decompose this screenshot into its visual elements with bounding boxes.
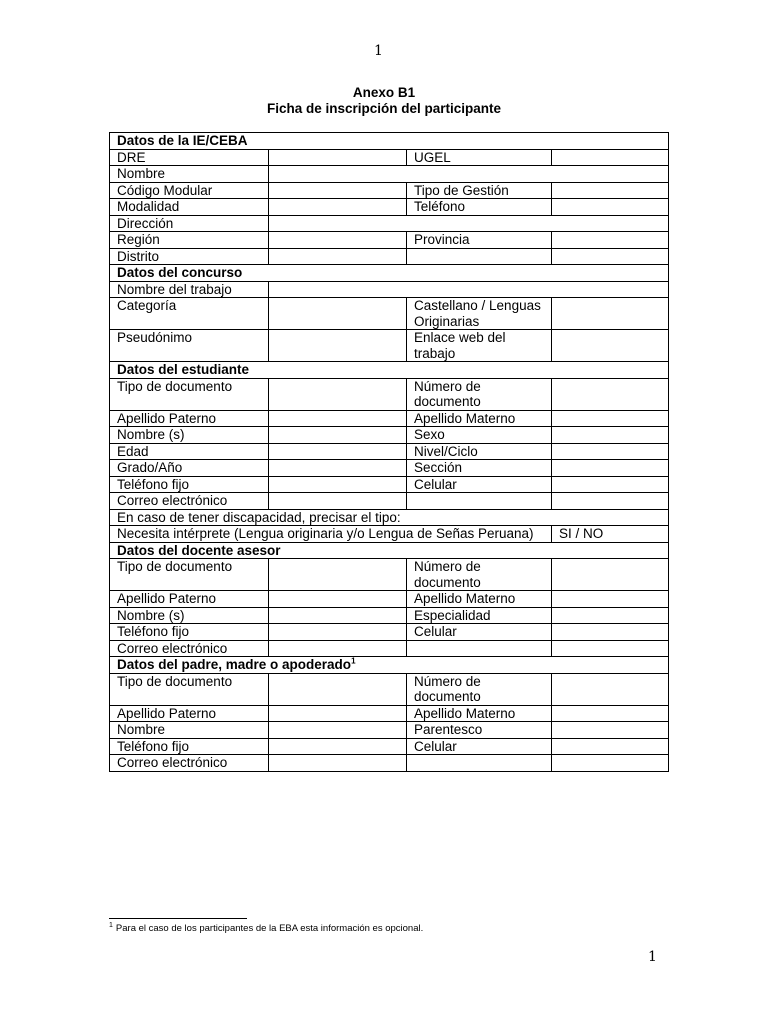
- form-row: [110, 705, 669, 722]
- label-modalidad: Modalidad: [110, 199, 269, 216]
- field-apellido-materno[interactable]: [552, 705, 669, 722]
- label-sexo: Sexo: [407, 427, 552, 444]
- section-heading-ie: Datos de la IE/CEBA: [110, 133, 669, 150]
- form-row: [110, 673, 669, 705]
- section-heading-padre: [110, 657, 669, 674]
- label-correo: Correo electrónico: [110, 493, 269, 510]
- field-tipo-gestion[interactable]: [552, 182, 669, 199]
- section-row: [110, 542, 669, 559]
- label-apellido-paterno: Apellido Paterno: [110, 705, 269, 722]
- label-seccion: Sección: [407, 460, 552, 477]
- field-enlace-web[interactable]: [552, 330, 669, 362]
- empty-cell: [407, 248, 552, 265]
- form-row: [110, 607, 669, 624]
- form-row: [110, 427, 669, 444]
- field-nivel-ciclo[interactable]: [552, 443, 669, 460]
- label-apellido-paterno: Apellido Paterno: [110, 410, 269, 427]
- field-seccion[interactable]: [552, 460, 669, 477]
- form-row: [110, 476, 669, 493]
- label-distrito: Distrito: [110, 248, 269, 265]
- field-apellido-paterno[interactable]: [269, 591, 407, 608]
- label-especialidad: Especialidad: [407, 607, 552, 624]
- footnote-separator: [109, 918, 247, 919]
- form-row: [110, 232, 669, 249]
- field-telefono-fijo[interactable]: [269, 476, 407, 493]
- form-row: [110, 624, 669, 641]
- label-codigo-modular: Código Modular: [110, 182, 269, 199]
- form-row: [110, 755, 669, 772]
- label-celular: Celular: [407, 738, 552, 755]
- field-telefono-fijo[interactable]: [269, 738, 407, 755]
- field-pseudonimo[interactable]: [269, 330, 407, 362]
- label-nombre-trabajo: Nombre del trabajo: [110, 281, 269, 298]
- field-celular[interactable]: [552, 476, 669, 493]
- label-tipo-gestion: Tipo de Gestión: [407, 182, 552, 199]
- field-ugel[interactable]: [552, 149, 669, 166]
- label-region: Región: [110, 232, 269, 249]
- form-row: [110, 410, 669, 427]
- field-apellido-materno[interactable]: [552, 591, 669, 608]
- empty-cell: [407, 493, 552, 510]
- label-nombres: Nombre (s): [110, 427, 269, 444]
- label-celular: Celular: [407, 624, 552, 641]
- label-ugel: UGEL: [407, 149, 552, 166]
- field-direccion[interactable]: [269, 215, 669, 232]
- label-numero-documento: Número de documento: [407, 378, 552, 410]
- label-interprete: Necesita intérprete (Lengua originaria y/o Lengua de Señas Peruana): [110, 526, 552, 543]
- form-row: [110, 182, 669, 199]
- label-apellido-paterno: Apellido Paterno: [110, 591, 269, 608]
- field-numero-documento[interactable]: [552, 378, 669, 410]
- registration-form-table: [109, 132, 669, 772]
- section-heading-text: Datos del padre, madre o apoderado: [117, 657, 352, 672]
- label-telefono-fijo: Teléfono fijo: [110, 738, 269, 755]
- label-grado: Grado/Año: [110, 460, 269, 477]
- section-row: [110, 362, 669, 379]
- form-row: [110, 378, 669, 410]
- field-celular[interactable]: [552, 624, 669, 641]
- empty-cell: [552, 493, 669, 510]
- label-apellido-materno: Apellido Materno: [407, 410, 552, 427]
- field-parentesco[interactable]: [552, 722, 669, 739]
- form-row: [110, 509, 669, 526]
- empty-cell: [552, 248, 669, 265]
- label-telefono-fijo: Teléfono fijo: [110, 624, 269, 641]
- page-number-top: 1: [374, 43, 383, 59]
- document-subtitle: Ficha de inscripción del participante: [266, 101, 502, 116]
- form-row: [110, 526, 669, 543]
- form-row: [110, 460, 669, 477]
- field-nombre[interactable]: [269, 722, 407, 739]
- label-numero-documento: Número de documento: [407, 673, 552, 705]
- form-row: [110, 493, 669, 510]
- field-modalidad[interactable]: [269, 199, 407, 216]
- field-grado[interactable]: [269, 460, 407, 477]
- label-telefono-ie: Teléfono: [407, 199, 552, 216]
- field-region[interactable]: [269, 232, 407, 249]
- field-especialidad[interactable]: [552, 607, 669, 624]
- option-si-no[interactable]: SI / NO: [552, 526, 669, 543]
- empty-cell: [407, 640, 552, 657]
- page-number-bottom: 1: [648, 949, 657, 965]
- label-celular: Celular: [407, 476, 552, 493]
- field-apellido-paterno[interactable]: [269, 410, 407, 427]
- label-categoria: Categoría: [110, 298, 269, 330]
- label-dre: DRE: [110, 149, 269, 166]
- section-heading-concurso: Datos del concurso: [110, 265, 669, 282]
- empty-cell: [552, 755, 669, 772]
- field-numero-documento[interactable]: [552, 559, 669, 591]
- field-correo[interactable]: [269, 493, 407, 510]
- field-tipo-documento[interactable]: [269, 673, 407, 705]
- field-nombre-trabajo[interactable]: [269, 281, 669, 298]
- field-apellido-materno[interactable]: [552, 410, 669, 427]
- label-tipo-documento: Tipo de documento: [110, 559, 269, 591]
- footnote-reference: 1: [351, 656, 356, 666]
- field-nombres[interactable]: [269, 427, 407, 444]
- label-telefono-fijo: Teléfono fijo: [110, 476, 269, 493]
- section-row: [110, 133, 669, 150]
- form-row: [110, 298, 669, 330]
- field-tipo-documento[interactable]: [269, 559, 407, 591]
- section-heading-estudiante: Datos del estudiante: [110, 362, 669, 379]
- form-row: [110, 248, 669, 265]
- form-row: [110, 722, 669, 739]
- field-telefono-ie[interactable]: [552, 199, 669, 216]
- field-correo[interactable]: [269, 640, 407, 657]
- field-apellido-paterno[interactable]: [269, 705, 407, 722]
- field-dre[interactable]: [269, 149, 407, 166]
- label-nombres: Nombre (s): [110, 607, 269, 624]
- field-telefono-fijo[interactable]: [269, 624, 407, 641]
- form-row: [110, 281, 669, 298]
- label-direccion: Dirección: [110, 215, 269, 232]
- field-correo[interactable]: [269, 755, 407, 772]
- field-nombres[interactable]: [269, 607, 407, 624]
- empty-cell: [552, 640, 669, 657]
- section-heading-docente: Datos del docente asesor: [110, 542, 669, 559]
- field-numero-documento[interactable]: [552, 673, 669, 705]
- document-title: Anexo B1: [352, 85, 416, 100]
- label-parentesco: Parentesco: [407, 722, 552, 739]
- label-edad: Edad: [110, 443, 269, 460]
- footnote-mark: 1: [109, 921, 113, 929]
- form-row: [110, 738, 669, 755]
- label-nombre-ie: Nombre: [110, 166, 269, 183]
- label-tipo-documento: Tipo de documento: [110, 673, 269, 705]
- footnote-text: Para el caso de los participantes de la EBA esta información es opcional.: [115, 923, 424, 934]
- form-row: [110, 443, 669, 460]
- label-apellido-materno: Apellido Materno: [407, 705, 552, 722]
- form-row: [110, 591, 669, 608]
- label-correo: Correo electrónico: [110, 755, 269, 772]
- label-nivel-ciclo: Nivel/Ciclo: [407, 443, 552, 460]
- form-row: [110, 640, 669, 657]
- field-provincia[interactable]: [552, 232, 669, 249]
- form-row: [110, 166, 669, 183]
- field-distrito[interactable]: [269, 248, 407, 265]
- field-celular[interactable]: [552, 738, 669, 755]
- section-row: [110, 657, 669, 674]
- form-row: [110, 330, 669, 362]
- label-nombre: Nombre: [110, 722, 269, 739]
- label-castellano-lenguas: Castellano / Lenguas Originarias: [407, 298, 552, 330]
- field-edad[interactable]: [269, 443, 407, 460]
- label-discapacidad[interactable]: En caso de tener discapacidad, precisar el tipo:: [110, 509, 669, 526]
- field-tipo-documento[interactable]: [269, 378, 407, 410]
- label-apellido-materno: Apellido Materno: [407, 591, 552, 608]
- label-numero-documento: Número de documento: [407, 559, 552, 591]
- empty-cell: [407, 755, 552, 772]
- field-castellano-lenguas[interactable]: [552, 298, 669, 330]
- label-enlace-web: Enlace web del trabajo: [407, 330, 552, 362]
- label-pseudonimo: Pseudónimo: [110, 330, 269, 362]
- field-codigo-modular[interactable]: [269, 182, 407, 199]
- label-correo: Correo electrónico: [110, 640, 269, 657]
- label-provincia: Provincia: [407, 232, 552, 249]
- form-row: [110, 215, 669, 232]
- label-tipo-documento: Tipo de documento: [110, 378, 269, 410]
- field-sexo[interactable]: [552, 427, 669, 444]
- form-row: [110, 199, 669, 216]
- field-categoria[interactable]: [269, 298, 407, 330]
- form-row: [110, 559, 669, 591]
- section-row: [110, 265, 669, 282]
- field-nombre-ie[interactable]: [269, 166, 669, 183]
- footnote: [109, 923, 423, 934]
- form-row: [110, 149, 669, 166]
